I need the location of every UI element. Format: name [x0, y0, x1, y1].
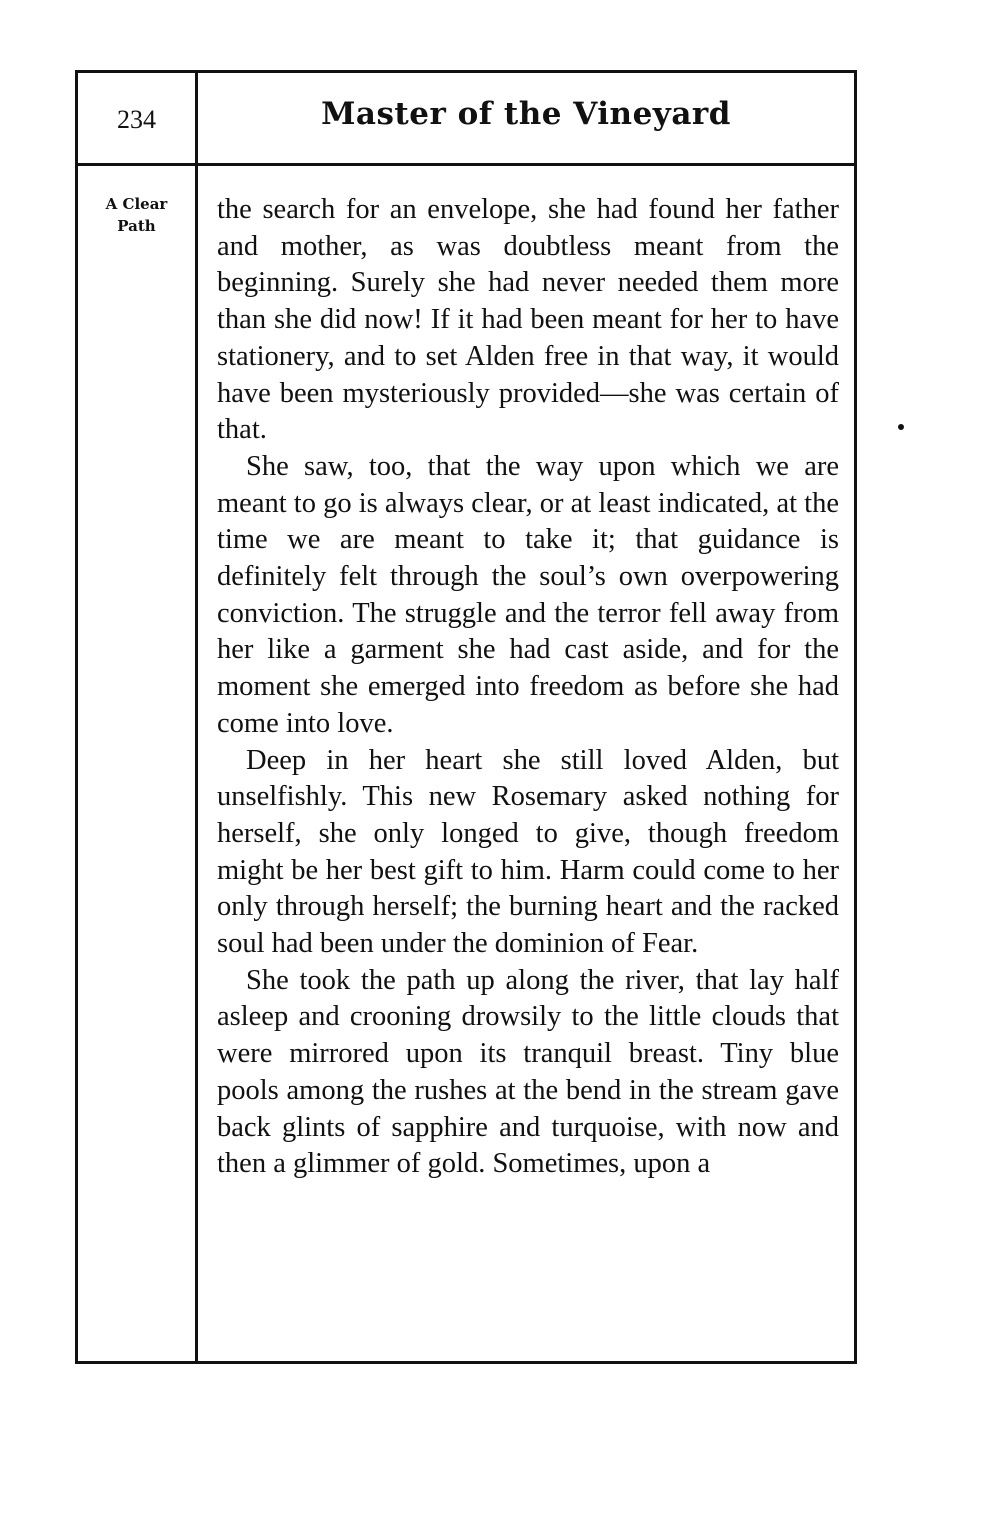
paragraph: the search for an envelope, she had found her father and mother, as was doubtless meant from the beginning. Surely she had never needed them more than she did now! If it had been meant for her to have stationery, and to set Alden free in that way, it would have been mysteriously provided—she was certain of that.	[217, 194, 839, 446]
margin-note-line: Path	[117, 217, 156, 235]
margin-column-rule	[195, 70, 198, 1364]
margin-note	[78, 193, 195, 237]
paragraph: She saw, too, that the way upon which we are meant to go is always clear, or at least indicated, at the time we are meant to take it; that guidance is definitely felt through the soul’s own overpowering conviction. The struggle and the terror fell away from her like a garment she had cast aside, and for the moment she emerged into freedom as before she had come into love.	[217, 450, 839, 739]
ink-speck	[898, 424, 904, 430]
margin-note-line: A Clear	[105, 195, 168, 213]
page-number: 234	[117, 105, 156, 134]
paragraph: She took the path up along the river, that lay half asleep and crooning drowsily to the little clouds that were mirrored upon its tranquil breast. Tiny blue pools among the rushes at the bend in the stream gave back glints of sapphire and turquoise, with now and then a glimmer of gold. Sometimes, upon a	[217, 964, 839, 1180]
running-title: Master of the Vineyard	[321, 96, 731, 132]
body-text	[217, 192, 839, 1183]
header-rule	[75, 163, 857, 166]
paragraph: Deep in her heart she still loved Alden, but unselfishly. This new Rosemary asked nothing for herself, she only longed to give, though freedom might be her best gift to him. Harm could come to her only through herself; the burning heart and the racked soul had been under the dominion of Fear.	[217, 744, 839, 960]
